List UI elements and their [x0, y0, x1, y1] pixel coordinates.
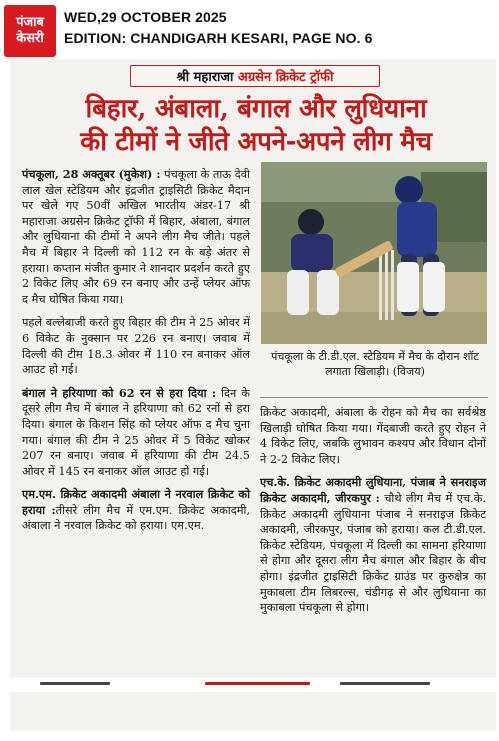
paragraph-1-text: पंचकूला के ताऊ देवी लाल खेल स्टेडियम और इंद्रजीत ट्राइसिटी क्रिकेट मैदान पर खेले गए 50वीं अखिल भारतीय अंडर-17 श्री महाराजा अग्रसेन क्रिकेट ट्रॉफी में बिहार, अंबाला, बंगाल और लुधियाना की टीमों ने अपने लीग मैच जीते। पहले मैच में बिहार ने दिल्ली को 112 रन के बड़े अंतर से हराया। कप्तान मंजीत कुमार ने शानदार प्रदर्शन करते हुए 2 विकेट लिए और 69 रन बनाए और उन्हें प्लेयर ऑफ द मैच घोषित किया गया। — [22, 168, 250, 306]
kicker-black: श्री महाराजा — [176, 70, 234, 85]
kicker-red: अग्रसेन क्रिकेट ट्रॉफी — [237, 70, 334, 85]
paragraph-2: पहले बल्लेबाजी करते हुए बिहार की टीम ने 25 ओवर में 6 विकेट के नुक्सान पर 226 रन बनाए। जवाब में दिल्ली की टीम 18.3 ओवर में 110 रन बनाकर ऑल आउट हो गई। — [22, 316, 250, 377]
edition-date: WED,29 OCTOBER 2025 — [64, 9, 227, 25]
cricket-photo-illustration — [261, 162, 487, 344]
headline-line-2: की टीमों ने जीते अपने-अपने लीग मैच — [80, 127, 432, 157]
paragraph-5: क्रिकेट अकादमी, अंबाला के रोहन को मैच का सर्वश्रेष्ठ खिलाड़ी घोषित किया गया। गेंदबाजी करते हुए रोहन ने 4 विकेट लिए, जबकि लुभावन कश्यप और विधान दोनों ने 2-2 विकेट लिए। — [260, 406, 486, 466]
kicker — [177, 67, 334, 85]
paragraph-1 — [22, 167, 250, 307]
logo-line-1: पंजाब — [16, 15, 44, 30]
fragment-bar — [340, 682, 430, 685]
headline-line-1: बिहार, अंबाला, बंगाल और लुधियाना — [85, 94, 427, 124]
subhead-mm-academy: एम.एम. क्रिकेट अकादमी अंबाला ने नरवाल क्रिकेट को हराया : — [22, 487, 250, 517]
fragment-bar — [40, 682, 110, 685]
cricket-photo — [261, 162, 487, 344]
logo-line-2: केसरी — [16, 31, 44, 46]
caption-divider — [260, 397, 488, 398]
edition-info: EDITION: CHANDIGARH KESARI, PAGE NO. 6 — [64, 30, 373, 46]
article-column-left — [22, 167, 250, 542]
subhead-bengal: बंगाल ने हरियाणा को 62 रन से हरा दिया : — [22, 385, 217, 400]
photo-caption: पंचकूला के टी.डी.एल. स्टेडियम में मैच के दौरान शॉट लगाता खिलाड़ी। (विजय) — [271, 350, 479, 378]
fragment-bar — [205, 682, 310, 685]
dateline: पंचकूला, 28 अक्तूबर (मुकेश) : — [22, 167, 161, 181]
article-column-right — [260, 405, 486, 624]
subhead-hk-academy: एच.के. क्रिकेट अकादमी लुधियाना, पंजाब ने सनराइज क्रिकेट अकादमी, जीरकपुर : — [260, 475, 486, 505]
paragraph-3 — [22, 386, 250, 480]
paragraph-6 — [260, 475, 486, 615]
newspaper-logo — [4, 5, 56, 57]
next-article-fragment — [0, 678, 499, 692]
paragraph-6-text: चौथे लीग मैच में एच.के. क्रिकेट अकादमी लुधियाना पंजाब ने सनराइज क्रिकेट अकादमी, जीरकपुर, पंजाब को हराया। कल टी.डी.एल. क्रिकेट स्टेडियम, पंचकूला में दिल्ली का सामना हरियाणा से होगा और दूसरा लीग मैच बंगाल और बिहार के बीच होगा। इंद्रजीत ट्राइसिटी क्रिकेट ग्राउंड पर कुरुक्षेत्र का मुकाबला टीम लिबरल्स, चंडीगढ़ से और लुधियाना का मुकाबला पंचकूला से होगा। — [260, 491, 486, 615]
paragraph-4 — [22, 487, 250, 534]
news-clipping — [10, 59, 496, 731]
paragraph-4-text: तीसरे लीग मैच में एम.एम. क्रिकेट अकादमी, अंबाला ने नरवाल क्रिकेट को हराया। एम.एम. — [22, 503, 250, 533]
page-header — [0, 0, 499, 58]
paragraph-3-text: दिन के दूसरे लीग मैच में बंगाल ने हरियाणा को 62 रनों से हरा दिया। बंगाल के किशन सिंह को प्लेयर ऑफ द मैच चुना गया। बंगाल की टीम ने 25 ओवर में 5 विकेट खोकर 207 रन बनाए। जवाब में हरियाणा की टीम 24.5 ओवर में 145 रन बनाकर ऑल आउट हो गई। — [22, 386, 250, 478]
kicker-box — [130, 65, 380, 87]
